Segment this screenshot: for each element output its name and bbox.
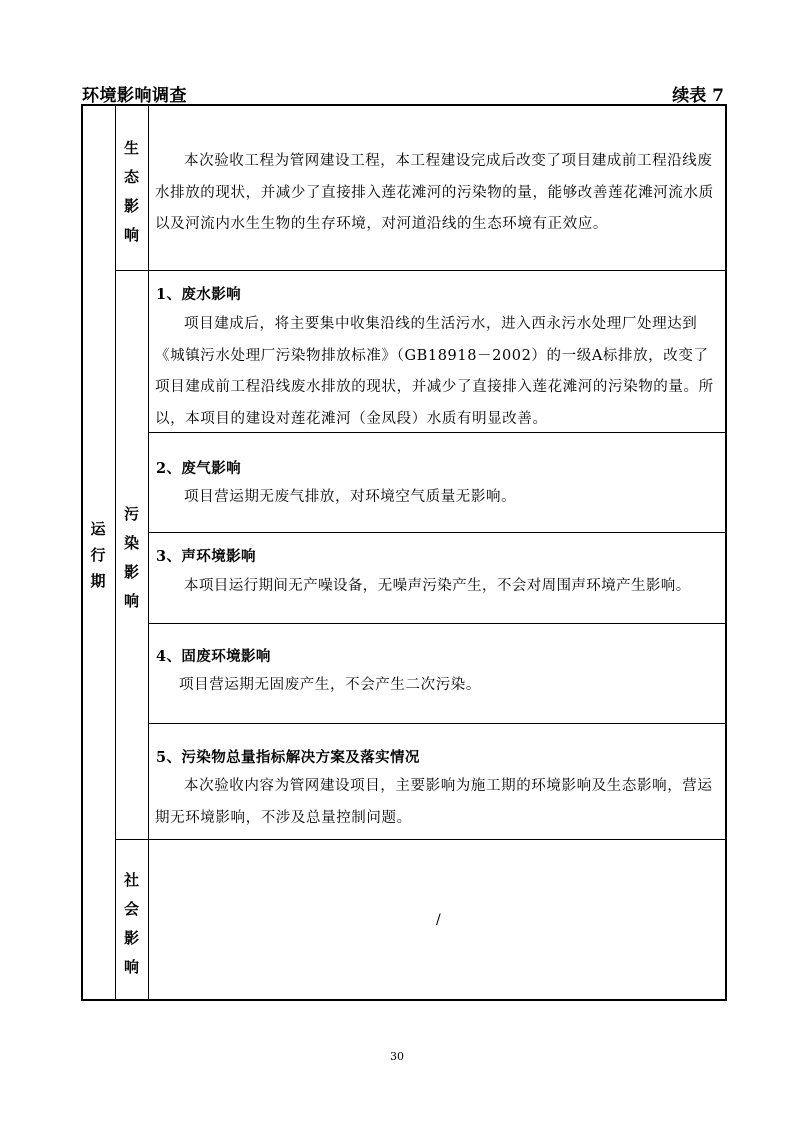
- row-divider-exhaust: [148, 532, 725, 533]
- ecology-label: [115, 134, 148, 250]
- row-divider-solid-waste: [148, 723, 725, 724]
- solid-waste-title: 4、固废环境影响: [156, 648, 271, 665]
- page-title: 环境影响调查: [82, 86, 187, 106]
- total-control-text: 本次验收内容为管网建设项目，主要影响为施工期的环境影响及生态影响，营运期无环境影响，不涉及总量控制问题。: [155, 778, 713, 826]
- pollution-label-text: 污染影响: [124, 505, 140, 610]
- period-label-text: 运行期: [90, 520, 106, 590]
- ecology-text: 本次验收工程为管网建设工程，本工程建设完成后改变了项目建成前工程沿线废水排放的现状，并减少了直接排入莲花滩河的污染物的量，能够改善莲花滩河流水质以及河流内水生生物的生存环境，对河道沿线的生态环境有正效应。: [155, 153, 714, 232]
- social-label: [115, 866, 148, 982]
- pollution-label: [115, 500, 148, 616]
- ecology-label-text: 生态影响: [124, 139, 140, 244]
- social-label-text: 社会影响: [124, 871, 140, 976]
- wastewater-title: 1、废水影响: [156, 286, 241, 303]
- row-divider-ecology: [115, 270, 725, 271]
- noise-text: 本项目运行期间无产噪设备，无噪声污染产生，不会对周围声环境产生影响。: [184, 578, 691, 594]
- row-divider-noise: [148, 623, 725, 624]
- table-number: 续表 7: [672, 86, 724, 106]
- row-divider-pollution: [115, 839, 725, 840]
- column-divider-2: [148, 106, 149, 999]
- noise-title: 3、声环境影响: [156, 548, 256, 565]
- social-text: /: [436, 912, 441, 928]
- exhaust-text: 项目营运期无废气排放，对环境空气质量无影响。: [184, 489, 517, 505]
- exhaust-title: 2、废气影响: [156, 460, 241, 477]
- period-label: [81, 516, 115, 594]
- wastewater-text: 项目建成后，将主要集中收集沿线的生活污水，进入西永污水处理厂处理达到《城镇污水处理厂污染物排放标准》（GB18918－2002）的一级A标排放，改变了项目建成前工程沿线废水排放的现状，并减少了直接排入莲花滩河的污染物的量。所以，本项目的建设对莲花滩河（金凤段）水质有明显改善。: [155, 316, 714, 427]
- page-number: 30: [390, 1050, 404, 1063]
- total-control-title: 5、污染物总量指标解决方案及落实情况: [156, 749, 420, 766]
- solid-waste-text: 项目营运期无固废产生，不会产生二次污染。: [179, 677, 481, 693]
